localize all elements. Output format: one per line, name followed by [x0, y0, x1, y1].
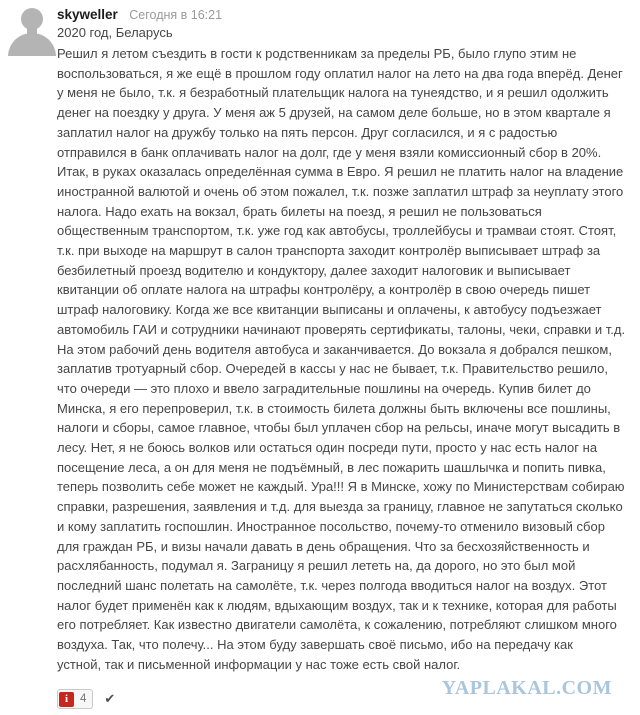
post-text-line: расхлябанность, подумал я. Заграницу я решил лететь на, да дорого, но это был мой: [57, 558, 576, 574]
post-footer: [57, 689, 115, 709]
checkmark-icon: ✔: [104, 691, 116, 706]
post-text-line: налоги и сборы, самое главное, чтобы был уплачен сбор на рельсы, иначе могут высадить в: [57, 420, 621, 436]
post-timestamp: Сегодня в 16:21: [129, 8, 223, 22]
post-text-line: т.к. при выходе на маршрут в салон транспорта заходит контролёр выписывает штраф за: [57, 243, 601, 259]
info-icon[interactable]: i: [59, 692, 74, 707]
post-text-line: безбилетный проезд водителю и кондуктору, далее заходит налоговик и выписывает: [57, 262, 571, 278]
post-body-text: [57, 44, 640, 675]
post-text-line: Решил я летом съездить в гости к родственникам за пределы РБ, было глупо этим не: [57, 46, 577, 61]
post-text-line: теперь позволить себе может не каждый. Ура!!! Я в Минске, хожу по Министерствам собираю: [57, 479, 625, 495]
post-text-line: и кому заплатить госпошлин. Иностранное посольство, почему-то отменило визовый сбор: [57, 518, 605, 534]
post-text-line: общественным транспортом, т.к. уже год как автобусы, троллейбусы и трамваи стоят. Стоят,: [57, 223, 617, 239]
rating-count: 4: [80, 693, 87, 705]
rating-widget[interactable]: [57, 689, 93, 709]
author-username[interactable]: skyweller: [57, 7, 118, 22]
post-text-line: последний шанс полетать на самолёте, т.к. через полгода вводиться налог на воздух. Этот: [57, 577, 607, 593]
post-text-line: налога. Надо ехать на вокзал, брать билеты на поезд, я решил не пользоваться: [57, 203, 542, 219]
post-text-line: для граждан РБ, и визы начали давать в день обращения. Что за бесхозяйственность и: [57, 538, 590, 554]
avatar-person-icon: [8, 33, 56, 56]
user-avatar[interactable]: [8, 5, 56, 56]
post-text-line: посещение леса, а он для меня не подъёмный, в лес пожарить шашлычка и попить пивка,: [57, 459, 606, 475]
post-text-line: Итак, в руках оказалась определённая сумма в Евро. Я решил не платить налог на владение: [57, 164, 624, 180]
post-text-line: что очереди — это плохо и ввело заградительные пошлины на очередь. Купив билет до: [57, 380, 591, 396]
post-text-line: его потребляет. Как известно двигатели самолёта, к сожалению, потребляют слишком много: [57, 617, 617, 633]
post-text-line: устной, так и письменной информации у нас тоже есть свой налог.: [57, 656, 461, 672]
post-text-line: справки, разрешения, заявления и т.д. для выезда за границу, главное не запутаться сколько: [57, 499, 623, 515]
post-text-line: воздуха. Так, что полечу... На этом буду завершать своё письмо, ибо на передачу как: [57, 637, 573, 653]
post-text-line: На этом рабочий день водителя автобуса и заканчивается. До вокзала я добрался пешком,: [57, 341, 612, 357]
post-text-line: автомобиль ГАИ и сотрудники начинают проверять сертификаты, талоны, чеки, справки и т.д.: [57, 321, 626, 337]
post-text-line: иностранной валютой и очень об этом пожалел, т.к. позже заплатил штраф за неуплату этого: [57, 183, 624, 199]
post-text-line: воспользоваться, я же ещё в прошлом году оплатил налог на лето на два года вперёд. Денег: [57, 65, 623, 81]
post-text-line: налог будет применён как к людям, вдыхающим воздух, так и к технике, которая для работы: [57, 597, 617, 613]
post-text-line: Минска, я его перепроверил, т.к. в стоимость билета должны быть включены все пошлины,: [57, 400, 611, 416]
post-header: [57, 6, 222, 24]
post-text-line: квитанции об оплате налога на штрафы контролёру, а контролёр в свою очередь пишет: [57, 282, 591, 298]
post-text-line: заплатив тротуарный сбор. Очередей в кассы у нас не бывает, т.к. Правительство решило,: [57, 361, 608, 377]
post-text-line: штраф налоговику. Когда же все квитанции выписаны и оплачены, к автобусу подъезжает: [57, 302, 602, 318]
post-text-line: денег на поездку у друга. У меня аж 5 друзей, на самом деле больше, но в этом квартале я: [57, 105, 611, 121]
post-text-line: лесу. Нет, я не боюсь волков или остаться один посреди пути, просто у нас есть налог на: [57, 440, 598, 456]
post-text-line: отправился в банк оплачивать налог на долг, где у меня взяли комиссионный сбор в 20%.: [57, 144, 602, 160]
post-intro-line: 2020 год, Беларусь: [57, 25, 173, 40]
site-watermark: YAPLAKAL.COM: [441, 677, 612, 699]
post-text-line: заплатил налог на дружбу только на пять персон. Друг согласился, и я с радостью: [57, 124, 558, 140]
post-text-line: у меня не было, т.к. я безработный плательщик налога на тунеядство, и я решил одолжить: [57, 85, 609, 101]
